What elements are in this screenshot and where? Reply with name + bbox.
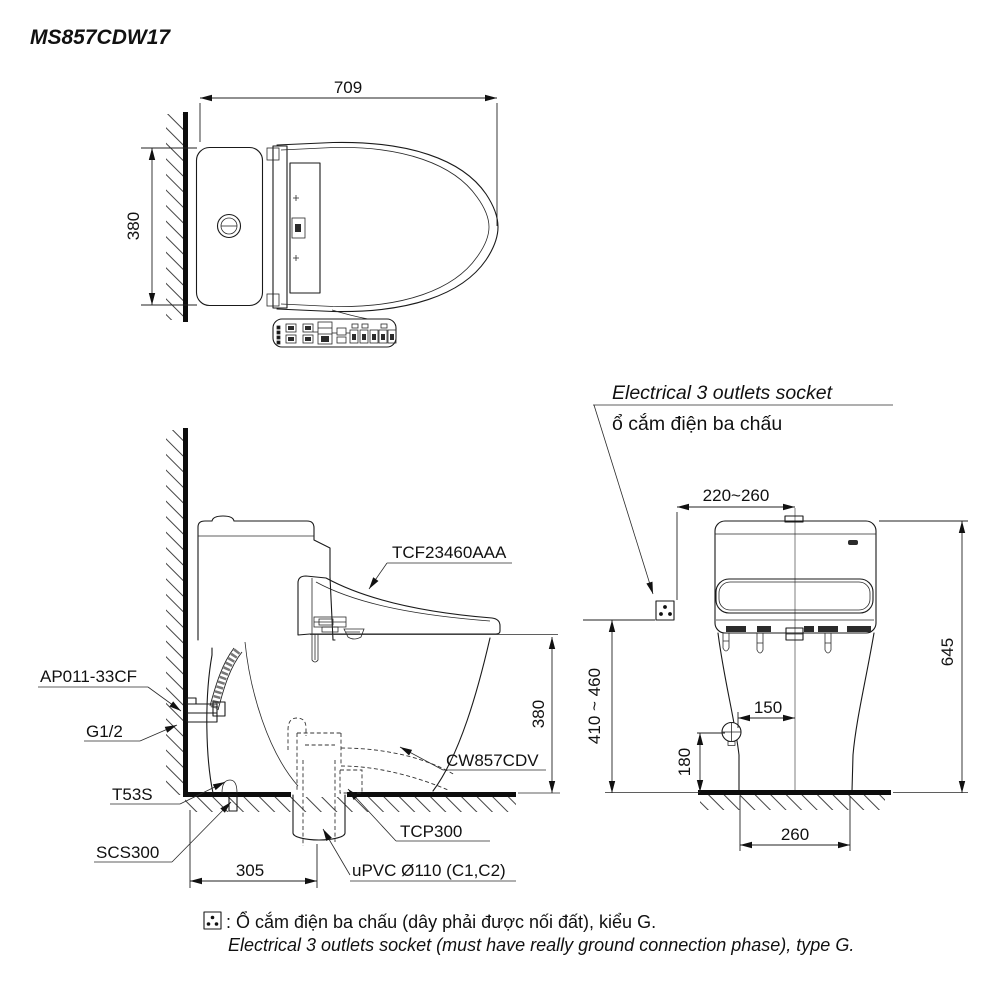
seat-front: [716, 579, 873, 613]
socket-callout-en: Electrical 3 outlets socket: [612, 382, 833, 404]
wall-hatching: [166, 114, 183, 320]
label-floor-flange: SCS300: [96, 843, 160, 862]
trapway-hidden-lines: [288, 718, 455, 793]
dim-socket-offset: 220~260: [702, 486, 770, 505]
dim-foot-width: 260: [780, 825, 810, 844]
dim-top-depth: 380: [124, 211, 143, 241]
dim-inlet-height: 180: [675, 747, 694, 777]
mounting-bolts: [723, 633, 831, 653]
floor-hatching: [700, 795, 885, 810]
label-stop-valve: AP011-33CF: [40, 667, 138, 686]
remote-control: [273, 319, 396, 347]
lid-plan-outline: [277, 142, 498, 311]
dim-inlet-offset: 150: [753, 698, 783, 717]
label-drain-plug: T53S: [112, 785, 153, 804]
wall-hatching: [166, 430, 183, 795]
footnote: [204, 911, 854, 955]
remote-buttons: [277, 322, 396, 344]
pedestal-right: [852, 633, 874, 791]
dim-top-width: 709: [333, 78, 363, 97]
label-washlet-unit: TCF23460AAA: [392, 543, 507, 562]
label-drain-adapter: TCP300: [400, 822, 463, 841]
braided-hose: [214, 650, 238, 708]
side-view: [38, 428, 560, 888]
dim-drain-offset: 305: [235, 861, 265, 880]
footnote-en: Electrical 3 outlets socket (must have really ground connection phase), type G.: [228, 935, 855, 955]
tank-side: [198, 516, 333, 640]
pedestal-left: [718, 633, 739, 791]
dim-total-height: 645: [938, 637, 957, 667]
dim-seat-height: 380: [529, 699, 548, 729]
page-title: MS857CDW17: [30, 26, 171, 49]
washlet-side: [298, 576, 500, 635]
tank-front: [715, 521, 876, 633]
socket-callout-vi: ổ cắm điện ba chấu: [612, 413, 783, 435]
floor-hatching: [185, 797, 516, 812]
tank-plan: [197, 148, 263, 306]
washlet-underside-detail: [312, 617, 364, 662]
dim-socket-height: 410 ~ 460: [585, 667, 604, 745]
label-drain-pipe: uPVC Ø110 (C1,C2): [352, 861, 506, 880]
footnote-vi: : Ổ cắm điện ba chấu (dây phải được nối đất), kiểu G.: [226, 912, 657, 932]
top-view: [124, 78, 498, 322]
bowl-left-edge: [207, 648, 213, 793]
socket-legend-icon: [204, 912, 221, 929]
label-water-supply: G1/2: [86, 722, 123, 741]
socket-icon: [656, 601, 674, 620]
front-view: [583, 382, 968, 851]
stop-valve: [187, 698, 225, 722]
tank-button: [848, 540, 858, 545]
label-bowl-model: CW857CDV: [446, 751, 539, 770]
